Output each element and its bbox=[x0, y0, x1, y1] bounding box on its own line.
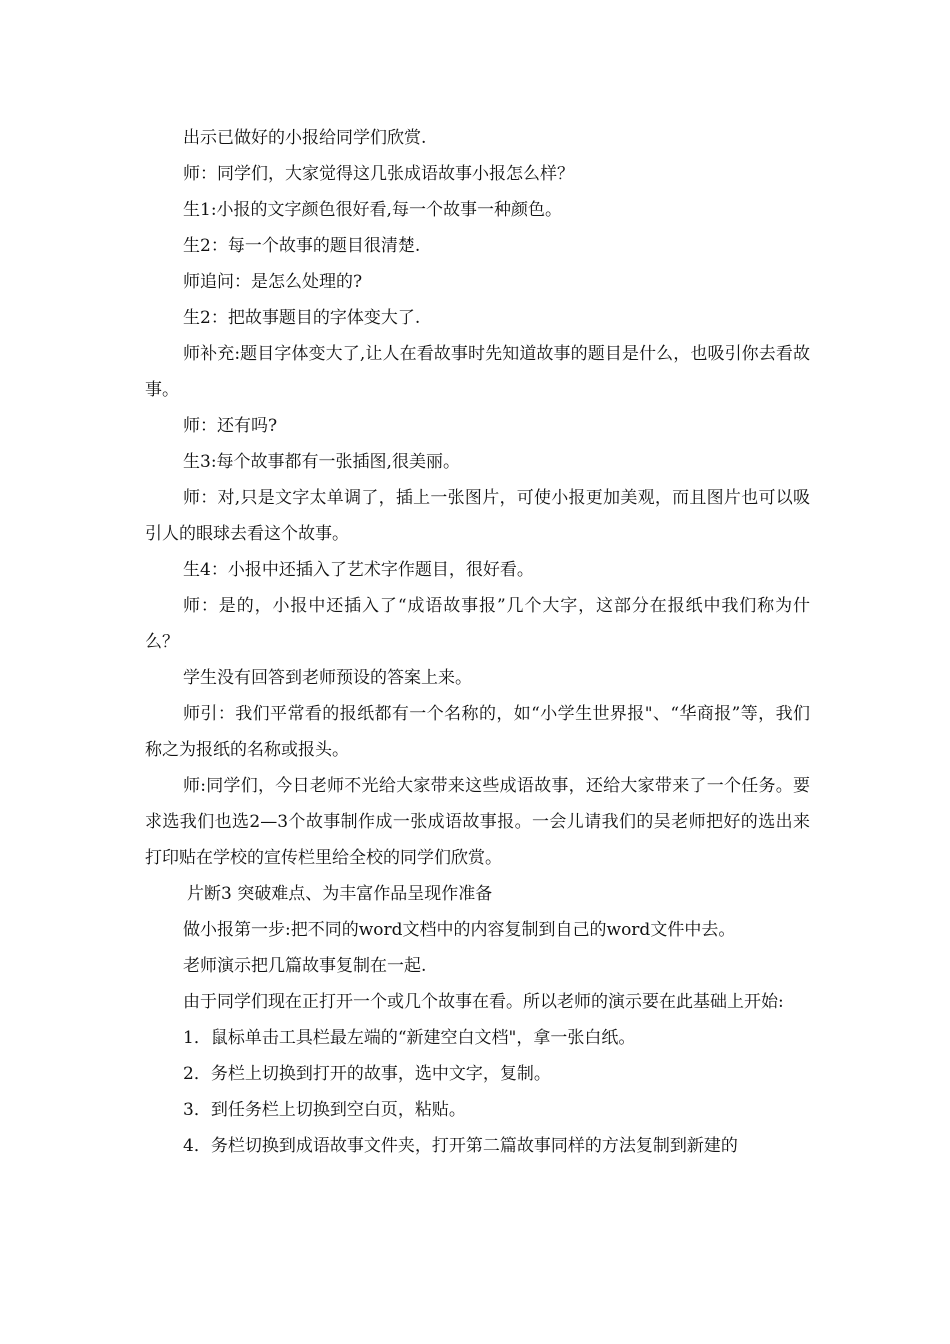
paragraph: 由于同学们现在正打开一个或几个故事在看。所以老师的演示要在此基础上开始: bbox=[183, 992, 784, 1012]
paragraph: 师：还有吗? bbox=[183, 416, 278, 436]
list-item: 1．鼠标单击工具栏最左端的“新建空白文档"，拿一张白纸。 bbox=[183, 1028, 636, 1048]
paragraph: 老师演示把几篇故事复制在一起. bbox=[183, 956, 427, 976]
list-item: 2．务栏上切换到打开的故事，选中文字，复制。 bbox=[183, 1064, 551, 1084]
paragraph: 生1:小报的文字颜色很好看,每一个故事一种颜色。 bbox=[183, 200, 562, 220]
list-item: 4．务栏切换到成语故事文件夹，打开第二篇故事同样的方法复制到新建的 bbox=[183, 1136, 738, 1156]
paragraph: 师：同学们，大家觉得这几张成语故事小报怎么样？ bbox=[183, 164, 574, 184]
paragraph: 做小报第一步:把不同的word文档中的内容复制到自己的word文件中去。 bbox=[183, 920, 736, 940]
paragraph: 生2：每一个故事的题目很清楚. bbox=[183, 236, 421, 256]
list-item: 3．到任务栏上切换到空白页，粘贴。 bbox=[183, 1100, 466, 1120]
paragraph: 生3:每个故事都有一张插图,很美丽。 bbox=[183, 452, 460, 472]
paragraph: 师:同学们，今日老师不光给大家带来这些成语故事，还给大家带来了一个任务。要求选我们也选2—3个故事制作成一张成语故事报。一会儿请我们的吴老师把好的选出来打印贴在学校的宣传栏里给全校的同学们欣赏。 bbox=[145, 776, 810, 868]
paragraph: 师：对,只是文字太单调了，插上一张图片，可使小报更加美观，而且图片也可以吸引人的眼球去看这个故事。 bbox=[145, 488, 810, 544]
paragraph: 出示已做好的小报给同学们欣赏. bbox=[183, 128, 427, 148]
paragraph: 师补充:题目字体变大了,让人在看故事时先知道故事的题目是什么，也吸引你去看故事。 bbox=[145, 344, 810, 400]
paragraph: 师：是的，小报中还插入了“成语故事报”几个大字，这部分在报纸中我们称为什么？ bbox=[145, 596, 810, 652]
paragraph: 师引：我们平常看的报纸都有一个名称的，如“小学生世界报"、“华商报”等，我们称之为报纸的名称或报头。 bbox=[145, 704, 810, 760]
section-heading: 片断3 突破难点、为丰富作品呈现作准备 bbox=[187, 884, 493, 904]
document-body bbox=[145, 120, 810, 1164]
paragraph: 生2：把故事题目的字体变大了. bbox=[183, 308, 421, 328]
paragraph: 学生没有回答到老师预设的答案上来。 bbox=[183, 668, 472, 688]
paragraph: 生4：小报中还插入了艺术字作题目，很好看。 bbox=[183, 560, 534, 580]
paragraph: 师追问：是怎么处理的? bbox=[183, 272, 363, 292]
